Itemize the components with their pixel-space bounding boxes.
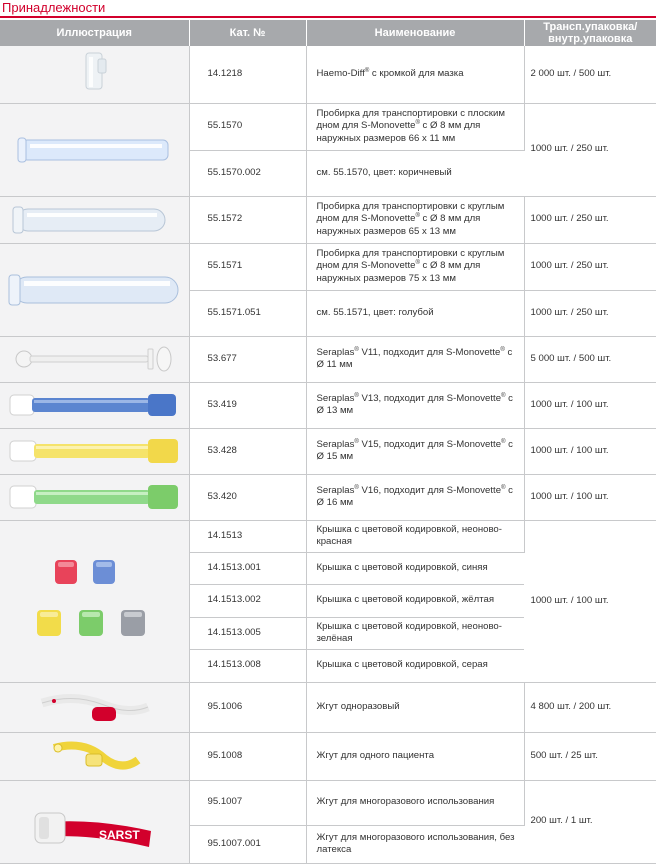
table-row — [0, 46, 656, 103]
cap-gray — [121, 610, 145, 636]
table-header-row — [0, 20, 656, 46]
illustration-cell — [0, 474, 189, 520]
cap-red — [55, 560, 77, 584]
illustration-cell — [0, 336, 189, 382]
cat-no: 14.1513.001 — [189, 552, 306, 584]
cat-no: 53.419 — [189, 382, 306, 428]
cat-no: 55.1570.002 — [189, 150, 306, 196]
cap-green — [79, 610, 103, 636]
cat-no: 14.1513.002 — [189, 584, 306, 617]
illustration-cell — [0, 682, 189, 732]
header-name: Наименование — [306, 20, 524, 46]
illustration-cell — [0, 46, 189, 103]
cat-no: 55.1572 — [189, 196, 306, 243]
packaging: 1000 шт. / 250 шт. — [524, 290, 656, 336]
header-cat-no: Кат. № — [189, 20, 306, 46]
illustration-cell — [0, 428, 189, 474]
cap-yellow — [37, 610, 61, 636]
table-row — [0, 682, 656, 732]
table-row — [0, 428, 656, 474]
product-name: Seraplas® V11, подходит для S-Monovette® с Ø 11 мм — [306, 336, 524, 382]
cat-no: 55.1571 — [189, 243, 306, 290]
product-name: Seraplas® V16, подходит для S-Monovette® с Ø 16 мм — [306, 474, 524, 520]
product-name: см. 55.1571, цвет: голубой — [306, 290, 524, 336]
tourniquet-reusable-image — [29, 787, 159, 857]
cat-no: 95.1007 — [189, 780, 306, 825]
packaging: 5 000 шт. / 500 шт. — [524, 336, 656, 382]
product-name: Пробирка для транспортировки с круглым дном для S-Monovette® с Ø 8 мм для наружных размеров 75 x 13 мм — [306, 243, 524, 290]
product-name: Жгут для многоразового использования — [306, 780, 524, 825]
color-caps-image — [29, 556, 159, 646]
transport-tube-round-image — [9, 200, 179, 240]
packaging: 1000 шт. / 100 шт. — [524, 428, 656, 474]
tourniquet-single-patient-image — [44, 734, 144, 778]
cat-no: 53.677 — [189, 336, 306, 382]
product-name: Seraplas® V13, подходит для S-Monovette® с Ø 13 мм — [306, 382, 524, 428]
table-row — [0, 520, 656, 552]
cat-no: 95.1006 — [189, 682, 306, 732]
table-row — [0, 196, 656, 243]
table-row — [0, 243, 656, 290]
product-name: Крышка с цветовой кодировкой, жёлтая — [306, 584, 524, 617]
cat-no: 95.1007.001 — [189, 825, 306, 863]
page-title: Принадлежности — [2, 0, 106, 15]
header-illustration: Иллюстрация — [0, 20, 189, 46]
cat-no: 14.1513.008 — [189, 649, 306, 682]
product-name: см. 55.1570, цвет: коричневый — [306, 150, 524, 196]
tourniquet-disposable-image — [34, 685, 154, 729]
packaging: 500 шт. / 25 шт. — [524, 732, 656, 780]
cat-no: 53.428 — [189, 428, 306, 474]
packaging: 1000 шт. / 250 шт. — [524, 196, 656, 243]
seraplas-v11-image — [4, 339, 184, 379]
cat-no: 55.1570 — [189, 103, 306, 150]
table-row — [0, 336, 656, 382]
product-name: Жгут для многоразового использования, без латекса — [306, 825, 524, 863]
table-row — [0, 103, 656, 150]
seraplas-v13-image — [4, 385, 184, 425]
packaging: 1000 шт. / 100 шт. — [524, 520, 656, 682]
table-row — [0, 732, 656, 780]
cat-no: 14.1513.005 — [189, 617, 306, 649]
seraplas-v15-image — [4, 431, 184, 471]
product-name: Пробирка для транспортировки с плоским дном для S-Monovette® с Ø 8 мм для наружных размеров 66 x 11 мм — [306, 103, 524, 150]
packaging: 1000 шт. / 100 шт. — [524, 382, 656, 428]
product-name: Крышка с цветовой кодировкой, неоново-зелёная — [306, 617, 524, 649]
strap-logo-text: SARST — [99, 827, 140, 842]
product-name: Жгут для одного пациента — [306, 732, 524, 780]
cat-no: 14.1218 — [189, 46, 306, 103]
packaging: 2 000 шт. / 500 шт. — [524, 46, 656, 103]
illustration-cell — [0, 780, 189, 863]
haemo-diff-image — [64, 49, 124, 99]
cat-no: 53.420 — [189, 474, 306, 520]
product-name: Крышка с цветовой кодировкой, синяя — [306, 552, 524, 584]
cat-no: 55.1571.051 — [189, 290, 306, 336]
product-name: Haemo-Diff® с кромкой для мазка — [306, 46, 524, 103]
product-name: Жгут одноразовый — [306, 682, 524, 732]
illustration-cell — [0, 243, 189, 336]
table-row — [0, 474, 656, 520]
cat-no: 95.1008 — [189, 732, 306, 780]
product-name: Крышка с цветовой кодировкой, серая — [306, 649, 524, 682]
product-name: Пробирка для транспортировки с круглым дном для S-Monovette® с Ø 8 мм для наружных размеров 65 x 13 мм — [306, 196, 524, 243]
packaging: 1000 шт. / 250 шт. — [524, 243, 656, 290]
seraplas-v16-image — [4, 477, 184, 517]
transport-tube-long-image — [4, 265, 184, 315]
packaging: 4 800 шт. / 200 шт. — [524, 682, 656, 732]
illustration-cell — [0, 103, 189, 196]
transport-tube-flat-image — [14, 130, 174, 170]
accessories-table — [0, 20, 656, 864]
cat-no: 14.1513 — [189, 520, 306, 552]
packaging: 1000 шт. / 250 шт. — [524, 103, 656, 196]
packaging: 1000 шт. / 100 шт. — [524, 474, 656, 520]
cap-blue — [93, 560, 115, 584]
illustration-cell — [0, 196, 189, 243]
product-name: Seraplas® V15, подходит для S-Monovette® с Ø 15 мм — [306, 428, 524, 474]
illustration-cell — [0, 732, 189, 780]
table-row — [0, 382, 656, 428]
product-name: Крышка с цветовой кодировкой, неоново-красная — [306, 520, 524, 552]
illustration-cell — [0, 382, 189, 428]
illustration-cell — [0, 520, 189, 682]
title-divider — [0, 16, 656, 18]
table-row — [0, 780, 656, 825]
packaging: 200 шт. / 1 шт. — [524, 780, 656, 863]
header-packaging: Трансп.упаковка/ внутр.упаковка — [524, 20, 656, 46]
